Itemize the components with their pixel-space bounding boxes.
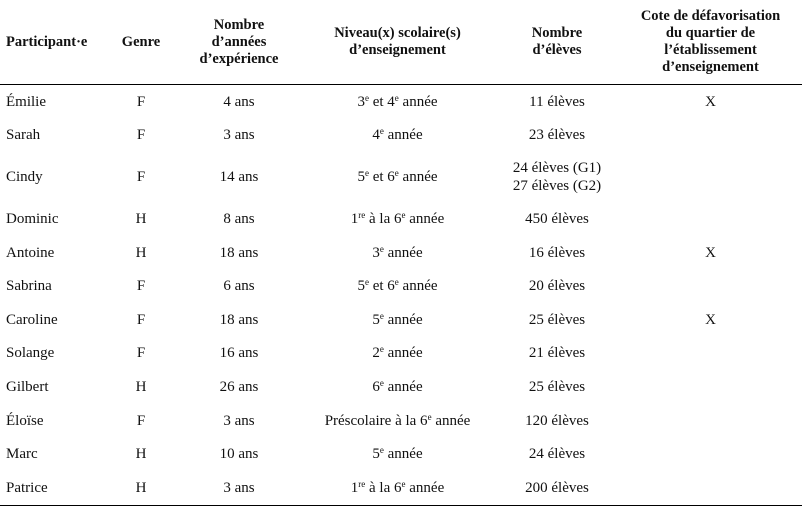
cell-participant: Gilbert (6, 378, 49, 395)
cell-experience: 3 ans (223, 127, 255, 144)
header-cote-line: du quartier de (665, 25, 756, 41)
cell-eleves-line: 24 élèves (528, 446, 586, 463)
niveau-text: année (383, 244, 423, 261)
cell-genre: F (136, 412, 146, 429)
cell-eleves-line: 27 élèves (G2) (512, 178, 602, 195)
header-cote (619, 0, 802, 85)
cell-cote (619, 202, 802, 236)
cell-niveau (300, 404, 495, 438)
cell-experience: 8 ans (223, 210, 255, 227)
cell-eleves-line: 450 élèves (525, 210, 589, 227)
niveau-text: année (398, 169, 438, 186)
ordinal-suffix: e (379, 310, 384, 321)
cell-eleves-line: 120 élèves (525, 412, 589, 429)
cell-participant: Patrice (0, 471, 104, 505)
cell-genre: H (135, 210, 147, 227)
header-experience-line: d’expérience (199, 50, 279, 67)
cell-participant: Caroline (6, 311, 58, 328)
niveau-text: 1 (350, 210, 359, 227)
table-header (0, 0, 802, 85)
cell-niveau-line (302, 168, 493, 186)
cell-niveau-line (302, 344, 493, 362)
cell-genre: F (136, 278, 146, 295)
header-niveau-line: d’enseignement (349, 42, 446, 58)
cell-niveau-line (302, 445, 493, 463)
cell-participant: Solange (6, 345, 55, 362)
niveau-text: 5 (357, 169, 365, 186)
cell-cote (619, 471, 802, 505)
cell-niveau (300, 202, 495, 236)
cell-experience: 26 ans (219, 378, 259, 395)
cell-participant: Cindy (6, 169, 43, 186)
cell-participant: Éloïse (6, 412, 44, 429)
cell-experience: 14 ans (219, 169, 259, 186)
cell-niveau-line (302, 210, 493, 228)
ordinal-suffix: e (364, 168, 369, 179)
cell-participant: Émilie (6, 93, 46, 110)
cell-genre: F (136, 311, 146, 328)
cell-eleves (495, 404, 619, 438)
header-eleves-line: d’élèves (532, 42, 582, 58)
cell-niveau-line (302, 126, 493, 144)
niveau-text: année (398, 93, 438, 110)
cell-participant: Dominic (6, 210, 59, 227)
cell-niveau-line (302, 93, 493, 111)
table-row (0, 236, 802, 270)
niveau-text: année (405, 210, 445, 227)
header-niveau (300, 0, 495, 85)
table-row (0, 337, 802, 371)
cell-eleves (495, 236, 619, 270)
cell-niveau-line (302, 479, 493, 497)
cell-participant: Sabrina (6, 278, 52, 295)
cell-genre: F (136, 127, 146, 144)
niveau-text: et 4 (368, 93, 395, 110)
cell-genre: H (135, 446, 147, 463)
ordinal-suffix: e (364, 277, 369, 288)
cell-niveau (300, 471, 495, 505)
niveau-text: à la 6 (365, 210, 402, 227)
header-eleves (495, 0, 619, 85)
cell-niveau (300, 85, 495, 119)
cell-cote: X (705, 244, 716, 261)
cell-eleves (495, 269, 619, 303)
ordinal-suffix: e (364, 92, 369, 103)
cell-niveau (300, 337, 495, 371)
cell-cote: X (705, 311, 716, 328)
cell-eleves-line: 11 élèves (529, 93, 585, 110)
cell-eleves-line: 25 élèves (528, 378, 586, 395)
cell-genre: H (104, 471, 178, 505)
cell-eleves-line: 16 élèves (528, 244, 586, 261)
cell-genre: F (136, 345, 146, 362)
cell-eleves-line: 21 élèves (528, 345, 586, 362)
ordinal-suffix: e (379, 344, 384, 355)
header-niveau-line: Niveau(x) scolaire(s) (334, 25, 461, 41)
niveau-text: et 6 (368, 278, 395, 295)
cell-cote (619, 370, 802, 404)
table-row (0, 471, 802, 505)
header-experience-line: Nombre (213, 16, 265, 33)
header-experience (178, 0, 300, 85)
cell-experience: 16 ans (219, 345, 259, 362)
ordinal-suffix: e (394, 92, 399, 103)
cell-niveau (300, 152, 495, 202)
niveau-text: 5 (372, 311, 380, 328)
cell-niveau-line (302, 311, 493, 329)
cell-niveau (300, 236, 495, 270)
ordinal-suffix: e (379, 243, 384, 254)
cell-eleves (495, 471, 619, 505)
header-cote-line: l’établissement (664, 42, 757, 58)
ordinal-suffix: e (401, 209, 406, 220)
cell-eleves (495, 337, 619, 371)
niveau-text: année (398, 278, 438, 295)
cell-niveau (300, 437, 495, 471)
niveau-text: 5 (372, 446, 380, 463)
table-row (0, 404, 802, 438)
table-row (0, 85, 802, 119)
cell-cote (619, 119, 802, 153)
cell-eleves-line: 24 élèves (G1) (512, 160, 602, 177)
niveau-text: 1 (350, 479, 359, 496)
cell-genre: H (135, 244, 147, 261)
header-eleves-line: Nombre (531, 25, 583, 41)
ordinal-suffix: e (379, 126, 384, 137)
cell-experience: 10 ans (219, 446, 259, 463)
cell-genre: H (135, 378, 147, 395)
cell-eleves-line: 200 élèves (525, 479, 589, 496)
ordinal-suffix: e (394, 277, 399, 288)
cell-niveau (300, 303, 495, 337)
cell-eleves (495, 152, 619, 202)
table-row (0, 437, 802, 471)
niveau-text: 4 (372, 127, 380, 144)
cell-eleves-line: 25 élèves (528, 311, 586, 328)
cell-experience: 3 ans (178, 471, 300, 505)
cell-eleves (495, 119, 619, 153)
niveau-text: 3 (357, 93, 365, 110)
ordinal-suffix: e (401, 478, 406, 489)
cell-eleves (495, 202, 619, 236)
table-row (0, 152, 802, 202)
cell-niveau-line (302, 277, 493, 295)
cell-experience: 4 ans (223, 93, 255, 110)
header-experience-line: d’années (211, 33, 267, 50)
niveau-text: année (383, 345, 423, 362)
header-cote-line: d’enseignement (662, 59, 759, 75)
niveau-text: année (383, 446, 423, 463)
cell-niveau-line (302, 244, 493, 262)
niveau-text: 2 (372, 345, 380, 362)
cell-niveau (300, 370, 495, 404)
cell-experience: 6 ans (223, 278, 255, 295)
cell-eleves-line: 23 élèves (528, 127, 586, 144)
table-row (0, 119, 802, 153)
niveau-text: 5 (357, 278, 365, 295)
niveau-text: 3 (372, 244, 380, 261)
header-cote-line: Cote de défavorisation (640, 8, 781, 24)
table-row (0, 202, 802, 236)
ordinal-suffix: e (379, 377, 384, 388)
ordinal-suffix: re (358, 478, 366, 489)
cell-cote (619, 337, 802, 371)
niveau-text: année (383, 127, 423, 144)
cell-niveau (300, 119, 495, 153)
table-row (0, 303, 802, 337)
ordinal-suffix: e (427, 411, 432, 422)
cell-genre: F (136, 169, 146, 186)
cell-eleves (495, 85, 619, 119)
cell-niveau (300, 269, 495, 303)
table-row (0, 269, 802, 303)
niveau-text: année (405, 479, 445, 496)
cell-eleves (495, 370, 619, 404)
niveau-text: année (431, 412, 471, 429)
cell-cote (619, 152, 802, 202)
cell-genre: F (136, 93, 146, 110)
niveau-text: à la 6 (365, 479, 402, 496)
niveau-text: année (383, 378, 423, 395)
ordinal-suffix: e (394, 168, 399, 179)
cell-cote (619, 269, 802, 303)
cell-eleves (495, 437, 619, 471)
table-body (0, 85, 802, 506)
ordinal-suffix: e (379, 445, 384, 456)
cell-participant: Marc (6, 446, 38, 463)
niveau-text: Préscolaire à la 6 (324, 412, 428, 429)
cell-participant: Antoine (6, 244, 55, 261)
cell-experience: 18 ans (219, 244, 259, 261)
cell-cote (619, 404, 802, 438)
cell-experience: 18 ans (219, 311, 259, 328)
header-genre: Genre (104, 0, 178, 85)
cell-participant: Sarah (6, 127, 41, 144)
cell-niveau-line (302, 378, 493, 396)
cell-cote (619, 437, 802, 471)
cell-experience: 3 ans (223, 412, 255, 429)
cell-eleves-line: 20 élèves (528, 278, 586, 295)
cell-cote: X (705, 93, 716, 110)
cell-niveau-line (302, 412, 493, 430)
niveau-text: 6 (372, 378, 380, 395)
table-row (0, 370, 802, 404)
niveau-text: année (383, 311, 423, 328)
niveau-text: et 6 (368, 169, 395, 186)
ordinal-suffix: re (358, 209, 366, 220)
header-participant: Participant·e (0, 0, 104, 85)
cell-eleves (495, 303, 619, 337)
